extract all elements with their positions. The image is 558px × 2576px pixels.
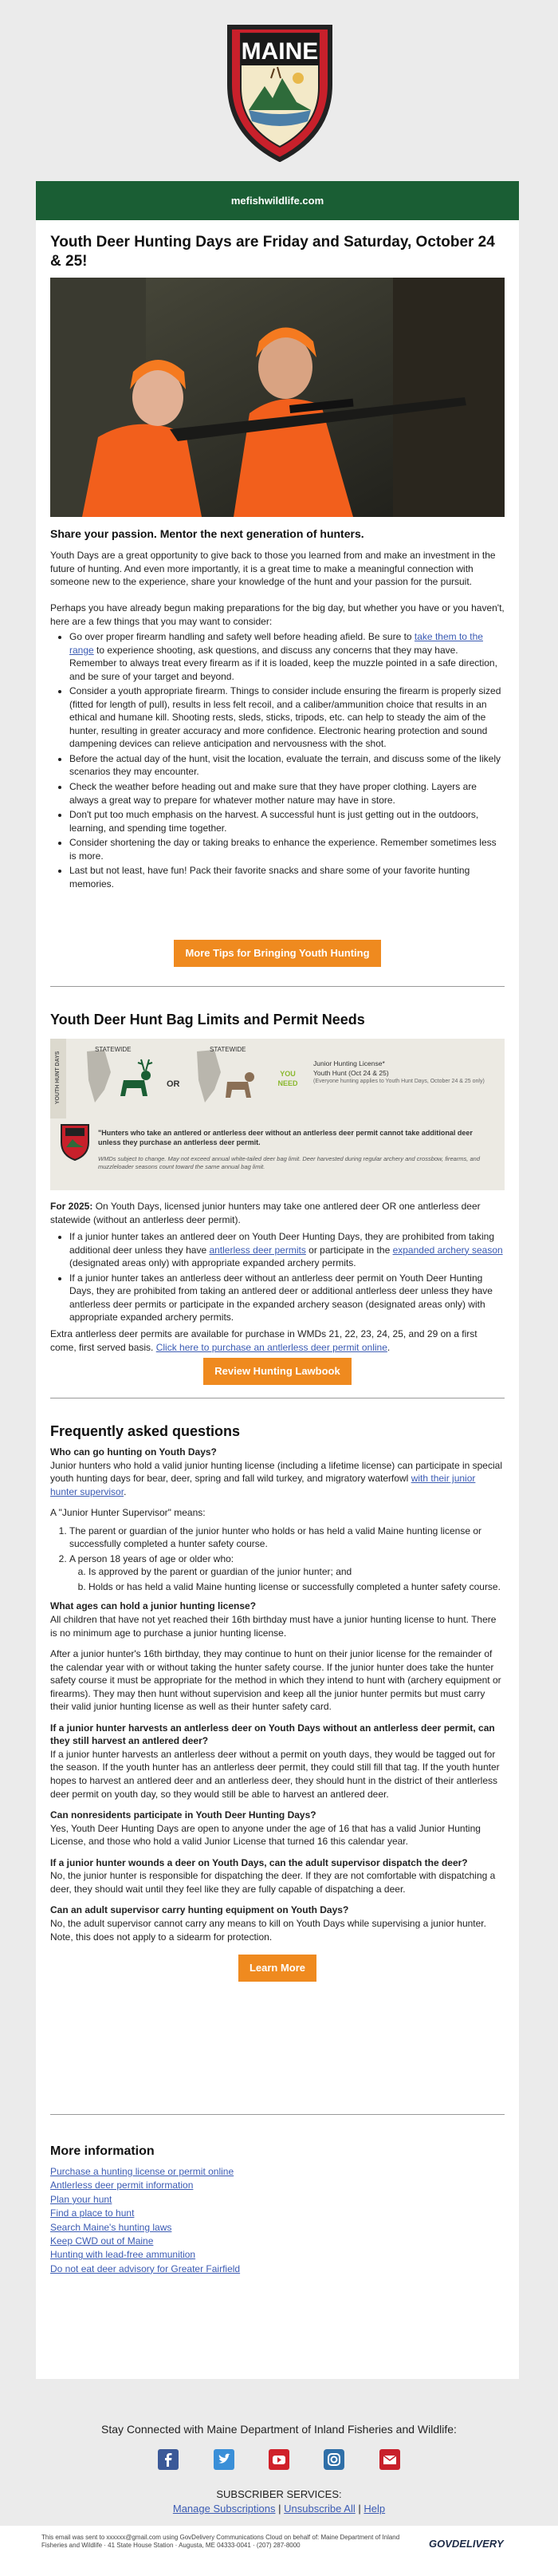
legal-text: This email was sent to xxxxxx@gmail.com using GovDelivery Communications Cloud on behalf of: Maine Department of Inland Fisheries and Wildlife · 41 State House Station · Augusta, ME 04333-0041 · (207) 287-8000 (41, 2534, 400, 2550)
bag-limits-graphic (50, 1039, 505, 1190)
more-tips-button[interactable]: More Tips for Bringing Youth Hunting (174, 940, 380, 967)
faq-answer: Yes, Youth Deer Hunting Days are open to anyone under the age of 16 that has a valid Junior Hunting License, and those who hold a valid Junior License that turned 16 this calendar year. (50, 1822, 481, 1848)
need-item: Youth Hunt (Oct 24 & 25) (313, 1068, 389, 1077)
need-item-note: (Everyone hunting applies to Youth Hunt Days, October 24 & 25 only) (313, 1079, 485, 1085)
faq-content (50, 1446, 505, 1982)
tip-item: • Last but not least, have fun! Pack their favorite snacks and share some of your favorite hunting memories. (69, 864, 505, 890)
manage-subscriptions-link[interactable]: Manage Subscriptions (172, 2503, 276, 2515)
subscriber-links: Manage Subscriptions | Unsubscribe All | Help (172, 2503, 386, 2515)
graphic-side-label: YOUTH HUNT DAYS (55, 1051, 61, 1105)
faq-answer: All children that have not yet reached their 16th birthday must have a junior hunting license to hunt. There is no minimum age to purchase a junior hunting license. (50, 1614, 497, 1639)
twitter-icon[interactable] (214, 2449, 234, 2470)
maine-ifw-logo[interactable] (225, 22, 335, 162)
hunting-laws-link[interactable]: Search Maine's hunting laws (50, 2221, 172, 2233)
hero-image (50, 278, 505, 517)
ifw-badge-icon (60, 1123, 90, 1162)
bag-limits-card (36, 999, 519, 1358)
article-card (36, 220, 519, 999)
supervisor-intro: A "Junior Hunter Supervisor" means: (50, 1507, 206, 1519)
site-link-bar[interactable] (36, 181, 519, 220)
graphic-fine-print: WMDs subject to change. May not exceed annual white-tailed deer bag limit. Deer harvested during regular archery and crossbow, firearms, and muzzleloader seasons count toward the same annual bag limit. (98, 1155, 480, 1171)
you-need-label: YOU NEED (277, 1070, 298, 1088)
faq-question: What ages can hold a junior hunting license? (50, 1600, 257, 1612)
maine-map-icon (81, 1048, 112, 1104)
tip-item: • Go over proper firearm handling and safety well before heading afield. Be sure to take them to the range to experience shooting, ask questions, and discuss any concerns that they may have. Remember to always treat every firearm as if it is loaded, keep the muzzle pointed in a safe direction, and be sure of your target and beyond. (69, 630, 505, 683)
extra-permits-paragraph: Extra antlerless deer permits are available for purchase in WMDs 21, 22, 23, 24, 25, and 29 on a first come, first served basis. Click here to purchase an antlerless deer permit online. (50, 1328, 477, 1353)
header (0, 0, 558, 181)
divider (50, 986, 505, 987)
tip-item: • Consider a youth appropriate firearm. Things to consider include ensuring the firearm is properly sized (fitted for length of pull), results in less felt recoil, and a caliber/ammunition choice that results in an ethical and humane kill. Shooting rests, sleds, sticks, tripods, etc. can help to steady the aim of the hunter, resulting in greater accuracy and more confidence. Electronic hearing protection and sound dampening devices can relieve anticipation and nervousness with the shot. (69, 684, 505, 751)
maine-map-icon-2 (191, 1048, 222, 1104)
statewide-label-2: STATEWIDE (210, 1046, 246, 1053)
youtube-icon[interactable] (269, 2449, 289, 2470)
social-icons (0, 2449, 558, 2470)
rule-item: • If a junior hunter takes an antlered deer on Youth Deer Hunting Days, they are prohibited from taking additional deer unless they have antlerless deer permits or participate in the expanded archery season (designated areas only) with appropriate expanded archery permits. (69, 1230, 505, 1270)
faq-question: If a junior hunter harvests an antlerless deer on Youth Days without an antlerless deer permit, can they still harvest an antlered deer? (50, 1722, 495, 1747)
supervisor-item: 2. A person 18 years of age or older who: a. Is approved by the parent or guardian of the junior hunter; and b. Holds or has held a valid Maine hunting license or successfully completed a hunter safety course. (69, 1552, 505, 1594)
intro-paragraph-2: Perhaps you have already begun making preparations for the big day, but whether you have or you haven't, here are a few things that you may want to consider: (50, 602, 505, 627)
year-paragraph: For 2025: On Youth Days, licensed junior hunters may take one antlered deer OR one antlerless deer statewide (without an antlerless deer permit). (50, 1201, 481, 1225)
find-place-link[interactable]: Find a place to hunt (50, 2207, 135, 2219)
need-item: Junior Hunting License* (313, 1059, 385, 1067)
tip-item: • Don't put too much emphasis on the harvest. A successful hunt is just getting out in the outdoors, learning, and spending time together. (69, 808, 505, 834)
learn-more-wrap (50, 1955, 505, 1982)
faq-card (36, 1412, 519, 2140)
unsubscribe-link[interactable]: Unsubscribe All (284, 2503, 356, 2515)
or-label: OR (167, 1079, 180, 1089)
graphic-side-panel (50, 1039, 66, 1118)
tip-item: • Before the actual day of the hunt, visit the location, evaluate the terrain, and discuss some of the likely scenarios they may encounter. (69, 752, 505, 779)
stay-connected: Stay Connected with Maine Department of Inland Fisheries and Wildlife: (101, 2423, 457, 2436)
lawbook-button-wrap (50, 1358, 505, 1385)
article-subtitle: Share your passion. Mentor the next generation of hunters. (50, 527, 364, 540)
supervisor-list (50, 1525, 505, 1594)
year-label: For 2025: (50, 1201, 93, 1212)
bag-limits-title: Youth Deer Hunt Bag Limits and Permit Needs (50, 1012, 365, 1028)
faq-answer: If a junior hunter harvests an antlerless deer without a permit on youth days, they would be tagged out for the season. If the youth hunter has an antlerless deer permit, they could still fill that tag. If the youth hunter hopes to harvest an antlered deer and an antlerless deer, they should hunt in the district of their antlerless deer permit on youth day, so they would still be able to harvest an antlered deer. (50, 1748, 500, 1800)
svg-text:MAINE: MAINE (241, 38, 319, 65)
supervisor-link[interactable]: with their junior hunter supervisor (50, 1473, 476, 1497)
supervisor-subitem: b. Holds or has held a valid Maine hunting license or successfully completed a hunter safety course. (88, 1580, 505, 1594)
supervisor-sublist (69, 1565, 505, 1593)
range-link[interactable]: take them to the range (69, 631, 483, 656)
intro-paragraph: Youth Days are a great opportunity to give back to those you learned from and make an investment in the future of hunting. And even more importantly, it is a great time to make a meaningful connection with someone new to the experience, share your knowledge of the hunt and your passion for the pursuit. (50, 550, 496, 588)
review-lawbook-button[interactable]: Review Hunting Lawbook (203, 1358, 351, 1385)
govdelivery-logo[interactable]: GOVDELIVERY (429, 2538, 504, 2550)
facebook-icon[interactable] (158, 2449, 179, 2470)
tips-button-wrap (50, 940, 505, 967)
antlerless-info-link[interactable]: Antlerless deer permit information (50, 2180, 194, 2191)
divider (50, 2114, 505, 2115)
plan-hunt-link[interactable]: Plan your hunt (50, 2193, 112, 2205)
faq-answer: No, the adult supervisor cannot carry any means to kill on Youth Days while supervising a junior hunter. Note, this does not apply to a sidearm for protection. (50, 1917, 486, 1943)
faq-question: Can nonresidents participate in Youth Deer Hunting Days? (50, 1809, 316, 1821)
faq-question: Who can go hunting on Youth Days? (50, 1446, 217, 1458)
legal-bar (0, 2526, 558, 2576)
supervisor-item: 1. The parent or guardian of the junior hunter who holds or has held a valid Maine hunting license or successfully completed a hunter safety course. (69, 1525, 505, 1551)
help-link[interactable]: Help (363, 2503, 386, 2515)
more-info-title: More information (50, 2144, 155, 2158)
purchase-license-link[interactable]: Purchase a hunting license or permit online (50, 2166, 234, 2177)
learn-more-button[interactable]: Learn More (238, 1955, 316, 1982)
statewide-label-1: STATEWIDE (95, 1046, 132, 1053)
rules-list (50, 1230, 505, 1326)
instagram-icon[interactable] (324, 2449, 344, 2470)
deer-advisory-link[interactable]: Do not eat deer advisory for Greater Fairfield (50, 2262, 241, 2274)
graphic-rule: "Hunters who take an antlered or antlerless deer without an antlerless deer permit cannot take additional deer unless they purchase an antlerless deer permit. (98, 1129, 473, 1147)
more-info-card (36, 2140, 519, 2379)
purchase-permit-link[interactable]: Click here to purchase an antlerless deer permit online (155, 1341, 387, 1353)
faq-answer: Junior hunters who hold a valid junior hunting license (including a lifetime license) can participate in special youth hunting days for bear, deer, spring and fall wild turkey, and migratory waterfowl with their junior hunter supervisor. (50, 1459, 502, 1497)
need-list (313, 1059, 497, 1086)
antlered-deer-icon (114, 1056, 154, 1104)
tip-item: • Consider shortening the day or taking breaks to enhance the experience. Remember sometimes less is more. (69, 836, 505, 862)
faq-question: Can an adult supervisor carry hunting equipment on Youth Days? (50, 1904, 349, 1916)
faq-answer: No, the junior hunter is responsible for dispatching the deer. If they are not comfortable with dispatching a deer, they should wait until they feel like they are fully capable of dispatching a deer. (50, 1870, 496, 1895)
article-title: Youth Deer Hunting Days are Friday and Saturday, October 24 & 25! (50, 234, 495, 270)
faq-answer: After a junior hunter's 16th birthday, they may continue to hunt on their junior license for the remainder of the calendar year with or without taking the hunter safety course. If the junior hunter does take the hunter safety course it must be appropriate for the method in which they intend to hunt with (archery equipment or firearms). They may then hunt without supervision and keep all the junior hunter permits but must carry their valid junior hunting license as well as their hunter safety card. (50, 1648, 501, 1713)
email-icon[interactable] (379, 2449, 400, 2470)
faq-question: If a junior hunter wounds a deer on Youth Days, can the adult supervisor dispatch the deer? (50, 1856, 468, 1868)
antlerless-deer-icon (221, 1061, 257, 1104)
antlerless-permits-link[interactable]: antlerless deer permits (209, 1244, 306, 1256)
faq-title: Frequently asked questions (50, 1423, 241, 1439)
subscriber-title: SUBSCRIBER SERVICES: (216, 2488, 342, 2500)
site-link[interactable]: mefishwildlife.com (230, 195, 324, 207)
tip-item: • Check the weather before heading out and make sure that they have proper clothing. Layers are always a great way to prepare for whatever mother nature may have in store. (69, 780, 505, 807)
expanded-archery-link[interactable]: expanded archery season (392, 1244, 503, 1256)
more-info-links (50, 2165, 505, 2276)
rule-item: • If a junior hunter takes an antlerless deer without an antlerless deer permit on Youth Deer Hunting Days, they are prohibited from taking an antlered deer or additional antlerless deer unless they have antlerless deer permits or participate in the expanded archery season (designated areas only) with appropriate expanded archery permits. (69, 1272, 505, 1324)
supervisor-subitem: a. Is approved by the parent or guardian of the junior hunter; and (88, 1565, 505, 1579)
lead-free-link[interactable]: Hunting with lead-free ammunition (50, 2249, 196, 2261)
cwd-link[interactable]: Keep CWD out of Maine (50, 2235, 154, 2247)
tips-list (50, 630, 505, 892)
